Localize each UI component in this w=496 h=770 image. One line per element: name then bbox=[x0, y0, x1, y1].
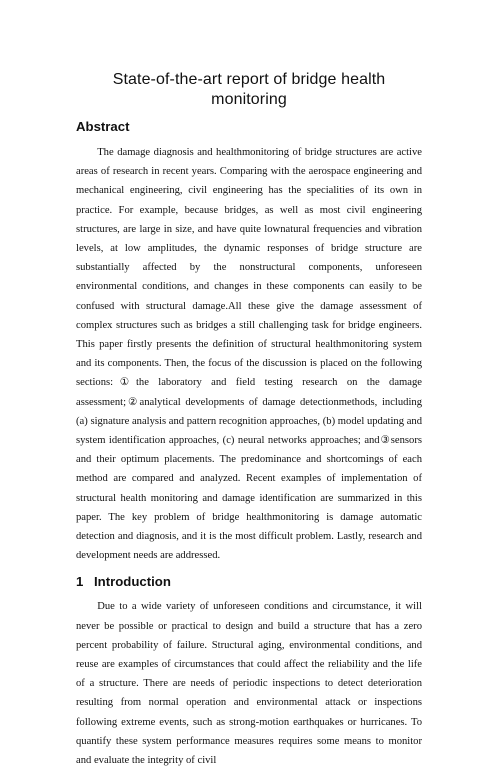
section-heading-introduction bbox=[76, 573, 422, 591]
abstract-heading: Abstract bbox=[76, 119, 130, 134]
document-title: State-of-the-art report of bridge health monitoring bbox=[112, 71, 386, 108]
section-number: 1 bbox=[76, 574, 84, 590]
introduction-paragraph: Due to a wide variety of unforeseen conditions and circumstance, it will never be possible or practical to design and build a structure that has a zero percent probability of failure. Structural aging, environmental conditions, and reuse are examples of circumstances that could affect the reliability and the life of a structure. There are needs of periodic inspections to detect deterioration resulting from normal operation and environmental attack or inspections following extreme events, such as strong-motion earthquakes or hurricanes. To quantify these system performance measures requires some means to monitor and evaluate the integrity of civil bbox=[76, 601, 422, 767]
abstract-paragraph: The damage diagnosis and healthmonitoring of bridge structures are active areas of research in recent years. Comparing with the aerospace engineering and mechanical engineering, civil engineering has the specialities of its own in practice. For example, because bridges, as well as most civil engineering structures, are large in size, and have quite lownatural frequencies and vibration levels, at low amplitudes, the dynamic responses of bridge structure are substantially affected by the nonstructural components, unforeseen environmental conditions, and changes in these components can easily to be confused with structural damage.All these give the damage assessment of complex structures such as bridges a still challenging task for bridge engineers. This paper firstly presents the definition of structural healthmonitoring system and its components. Then, the focus of the discussion is placed on the following sections:①the laboratory and field testing research on the damage assessment;②analytical developments of damage detectionmethods, including (a) signature analysis and pattern recognition approaches, (b) model updating and system identification approaches, (c) neural networks approaches; and③sensors and their optimum placements. The predominance and shortcomings of each method are compared and analyzed. Recent examples of implementation of structural health monitoring and damage identification are summarized in this paper. The key problem of bridge healthmonitoring is damage automatic detection and diagnosis, and it is the most difficult problem. Lastly, research and development needs are addressed. bbox=[76, 147, 422, 562]
section-title: Introduction bbox=[94, 574, 171, 590]
